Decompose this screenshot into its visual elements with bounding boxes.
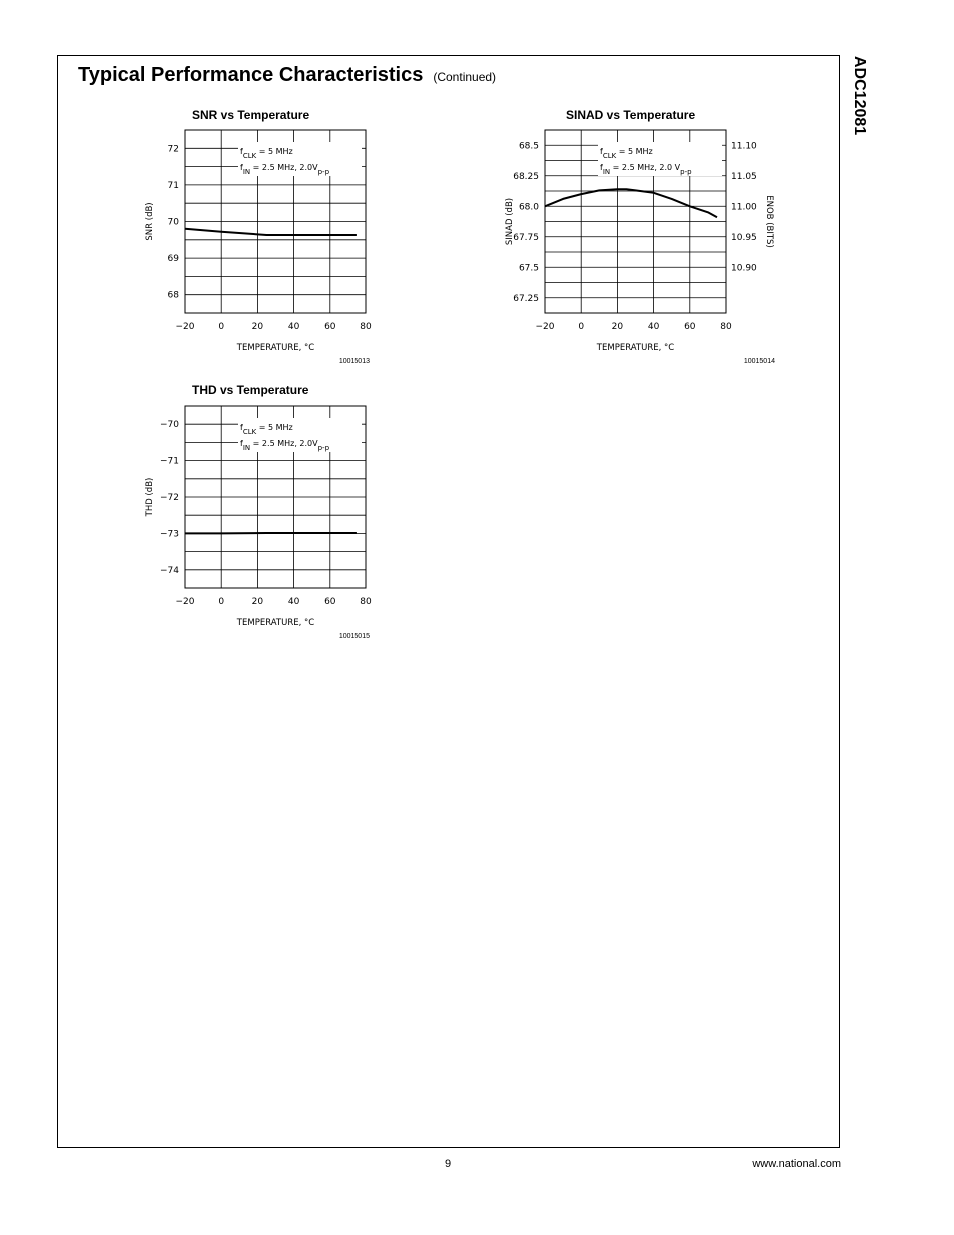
y-tick-label: 67.75 xyxy=(513,232,539,243)
x-tick-label: 0 xyxy=(218,597,225,607)
y-axis-label: SINAD (dB) xyxy=(505,197,515,246)
y2-tick-label: 11.00 xyxy=(731,202,757,213)
x-tick-label: −20 xyxy=(535,322,555,332)
x-axis-label: TEMPERATURE, °C xyxy=(236,343,315,353)
annotation-input: $f_{IN} = 2.5$ MHz, $2.0V_{p-p}$ xyxy=(240,163,330,176)
y-tick-label: 68.5 xyxy=(518,141,539,152)
y-tick-label: 70 xyxy=(167,217,179,228)
x-tick-label: 80 xyxy=(720,322,732,332)
x-tick-label: 40 xyxy=(287,597,300,607)
figure-id: 10015015 xyxy=(338,633,370,640)
x-tick-label: 80 xyxy=(360,597,372,607)
y-tick-label: 68.0 xyxy=(518,202,539,213)
x-tick-label: 0 xyxy=(218,322,225,332)
annotation-input: $f_{IN} = 2.5$ MHz, $2.0V_{p-p}$ xyxy=(240,439,330,452)
x-tick-label: 20 xyxy=(251,322,264,332)
x-tick-label: 80 xyxy=(360,322,372,332)
annotation-clock: $f_{CLK} = 5$ MHz xyxy=(240,147,293,160)
snr-chart xyxy=(145,130,372,365)
y-tick-label: 67.25 xyxy=(513,293,539,304)
thd-chart-title: THD vs Temperature xyxy=(192,383,309,397)
x-tick-label: −20 xyxy=(175,597,195,607)
y-tick-label: 72 xyxy=(167,144,179,155)
annotation-input: $f_{IN} = 2.5$ MHz, 2.0 $V_{p-p}$ xyxy=(600,163,692,176)
x-tick-label: 40 xyxy=(287,322,300,332)
y2-tick-label: 10.90 xyxy=(731,263,757,274)
heading-title: Typical Performance Characteristics xyxy=(78,64,424,86)
figure-id: 10015014 xyxy=(743,358,775,365)
website-link[interactable]: www.national.com xyxy=(752,1158,841,1170)
y-tick-label: −72 xyxy=(160,493,179,503)
annotation-clock: $f_{CLK} = 5$ MHz xyxy=(600,147,653,160)
y-tick-label: −74 xyxy=(160,565,179,576)
x-tick-label: 0 xyxy=(578,322,585,332)
thd-chart xyxy=(145,406,372,640)
y2-axis-label: ENOB (BITS) xyxy=(764,195,774,248)
y-tick-label: 68 xyxy=(167,290,179,301)
y-tick-label: 67.5 xyxy=(518,263,539,274)
part-number-text: ADC12081 xyxy=(851,56,868,136)
y-tick-label: −70 xyxy=(160,420,179,431)
x-axis-label: TEMPERATURE, °C xyxy=(236,618,315,628)
page-number: 9 xyxy=(445,1158,452,1170)
y-axis-label: THD (dB) xyxy=(145,477,155,517)
annotation-clock: $f_{CLK} = 5$ MHz xyxy=(240,423,293,436)
x-tick-label: 40 xyxy=(647,322,660,332)
y-tick-label: 71 xyxy=(167,180,179,191)
y-axis-label: SNR (dB) xyxy=(145,202,155,241)
heading-suffix: (Continued) xyxy=(433,70,497,84)
x-tick-label: −20 xyxy=(175,322,195,332)
sinad-chart xyxy=(505,130,775,365)
y-tick-label: 69 xyxy=(167,254,179,265)
y2-tick-label: 11.10 xyxy=(731,141,757,152)
data-line xyxy=(545,189,717,217)
y-tick-label: −71 xyxy=(160,456,179,467)
data-line xyxy=(185,229,357,235)
snr-chart-title: SNR vs Temperature xyxy=(192,108,310,122)
sinad-chart-title: SINAD vs Temperature xyxy=(566,108,696,122)
x-tick-label: 60 xyxy=(324,322,336,332)
y-tick-label: −73 xyxy=(160,529,179,540)
y2-tick-label: 10.95 xyxy=(731,232,757,243)
x-tick-label: 60 xyxy=(684,322,696,332)
y2-tick-label: 11.05 xyxy=(731,171,757,182)
x-axis-label: TEMPERATURE, °C xyxy=(596,343,675,353)
figure-id: 10015013 xyxy=(338,358,370,365)
x-tick-label: 20 xyxy=(611,322,624,332)
x-tick-label: 20 xyxy=(251,597,264,607)
y-tick-label: 68.25 xyxy=(513,171,539,182)
x-tick-label: 60 xyxy=(324,597,336,607)
